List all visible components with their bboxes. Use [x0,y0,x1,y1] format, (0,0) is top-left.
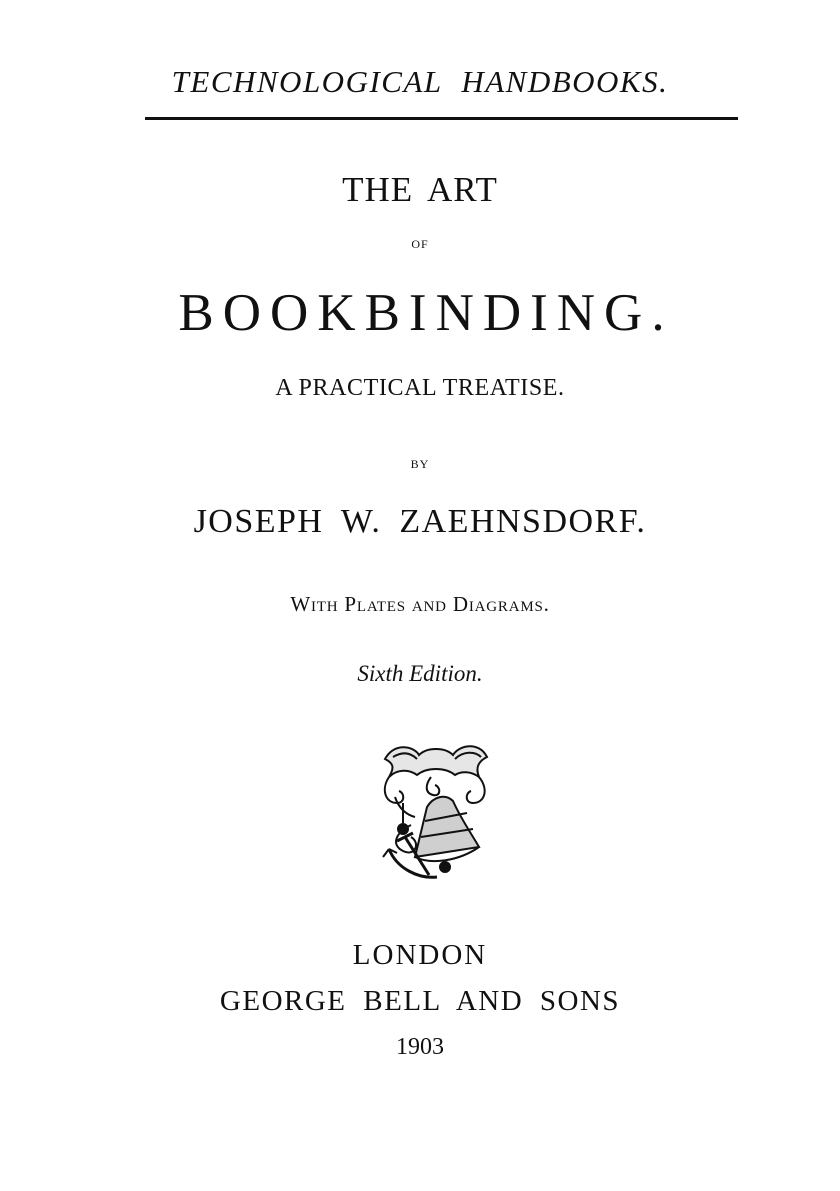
illustrations-note: With Plates and Diagrams. [290,592,550,616]
bell-and-anchor-device-icon [375,737,495,887]
by-line: BY [410,457,430,471]
subtitle: A PRACTICAL TREATISE. [275,375,565,401]
imprint-publisher: GEORGE BELL AND SONS [219,985,621,1017]
imprint-year: 1903 [396,1034,444,1060]
author-name: JOSEPH W. ZAEHNSDORF. [193,503,647,540]
title-of: OF [411,237,429,251]
title-line-1: THE ART [342,170,498,209]
imprint-city: LONDON [352,939,488,971]
edition-note: Sixth Edition. [357,661,483,686]
series-title: TECHNOLOGICAL HANDBOOKS. [171,64,669,99]
header-rule [145,117,738,120]
book-title: BOOKBINDING. [178,284,674,342]
